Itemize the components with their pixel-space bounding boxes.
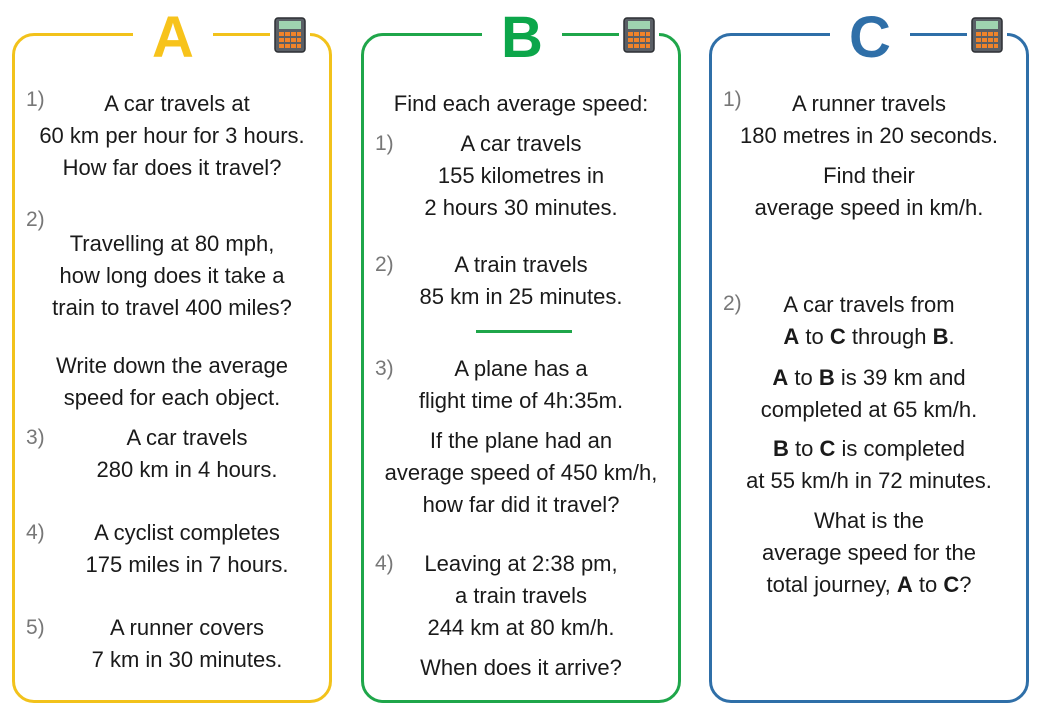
point-label: B [773,436,789,461]
point-label: C [943,572,960,597]
text-line: A car travels from [783,292,955,317]
divider [476,330,572,333]
point-label: A [896,572,913,597]
text-line [712,362,1026,394]
question-number: 1) [723,88,742,111]
point-label: B [932,324,949,349]
text-fragment: is completed [835,436,965,461]
question-number: 2) [723,292,742,315]
panel-c-letter: C [830,6,910,70]
calculator-icon [270,17,310,53]
text-line: 244 km at 80 km/h. [427,615,615,640]
question-number: 1) [26,88,45,111]
text-line: 175 miles in 7 hours. [85,552,289,577]
question-number: 3) [26,426,45,449]
text-line: average speed of 450 km/h, [384,460,658,485]
text-line: 280 km in 4 hours. [96,457,278,482]
text-line: flight time of 4h:35m. [418,388,624,413]
text-line: 7 km in 30 minutes. [91,647,283,672]
question-number: 4) [375,552,394,575]
question-number: 5) [26,616,45,639]
text-fragment: to [788,365,819,390]
calculator-icon [967,17,1007,53]
text-line: 60 km per hour for 3 hours. [39,123,305,148]
text-line: Find their [823,163,915,188]
question-number: 4) [26,521,45,544]
text-line: A cyclist completes [94,520,280,545]
point-label: A [783,324,800,349]
text-fragment: is 39 km and [834,365,966,390]
text-line: When does it arrive? [420,655,622,680]
panel-a-letter: A [133,6,213,70]
text-line: 155 kilometres in [437,163,605,188]
panel-b [361,5,681,703]
point-label: C [829,324,846,349]
text-line: What is the [813,508,925,533]
question-number: 2) [375,253,394,276]
text-line: A train travels [454,252,588,277]
instruction-line: Write down the average [56,353,288,378]
text-fragment: total journey, [766,572,897,597]
point-label: B [818,365,835,390]
text-fragment: to [788,436,820,461]
text-line: How far does it travel? [62,155,282,180]
text-line: 2 hours 30 minutes. [424,195,618,220]
panel-c [709,5,1029,703]
text-fragment: through [845,324,933,349]
text-line: completed at 65 km/h. [760,397,978,422]
text-line: a train travels [454,583,588,608]
text-line: how long does it take a [59,263,285,288]
text-line [712,433,1026,465]
text-line: A runner travels [791,91,947,116]
text-line: A runner covers [109,615,265,640]
text-line: 180 metres in 20 seconds. [739,123,999,148]
text-fragment: ? [959,572,972,597]
instruction-line: speed for each object. [63,385,281,410]
text-line: A car travels [126,425,248,450]
question-number: 1) [375,132,394,155]
heading: Find each average speed: [393,91,649,116]
question-number: 2) [26,208,45,231]
text-line: A car travels [460,131,582,156]
text-line [712,321,1026,353]
point-label: A [772,365,789,390]
panel-a [12,5,332,703]
text-line: A plane has a [454,356,588,381]
question-number: 3) [375,357,394,380]
text-line: 85 km in 25 minutes. [419,284,623,309]
text-line: average speed in km/h. [754,195,984,220]
text-line: train to travel 400 miles? [52,295,292,320]
panel-b-letter: B [482,6,562,70]
text-line [712,569,1026,601]
text-line: Leaving at 2:38 pm, [424,551,618,576]
text-fragment: . [948,324,955,349]
text-line: average speed for the [761,540,977,565]
text-line: A car travels at [104,91,250,116]
text-line: Travelling at 80 mph, [69,231,275,256]
text-fragment: to [912,572,944,597]
calculator-icon [619,17,659,53]
text-line: how far did it travel? [422,492,620,517]
text-line: If the plane had an [429,428,613,453]
text-fragment: to [799,324,830,349]
point-label: C [819,436,836,461]
text-line: at 55 km/h in 72 minutes. [746,468,992,493]
